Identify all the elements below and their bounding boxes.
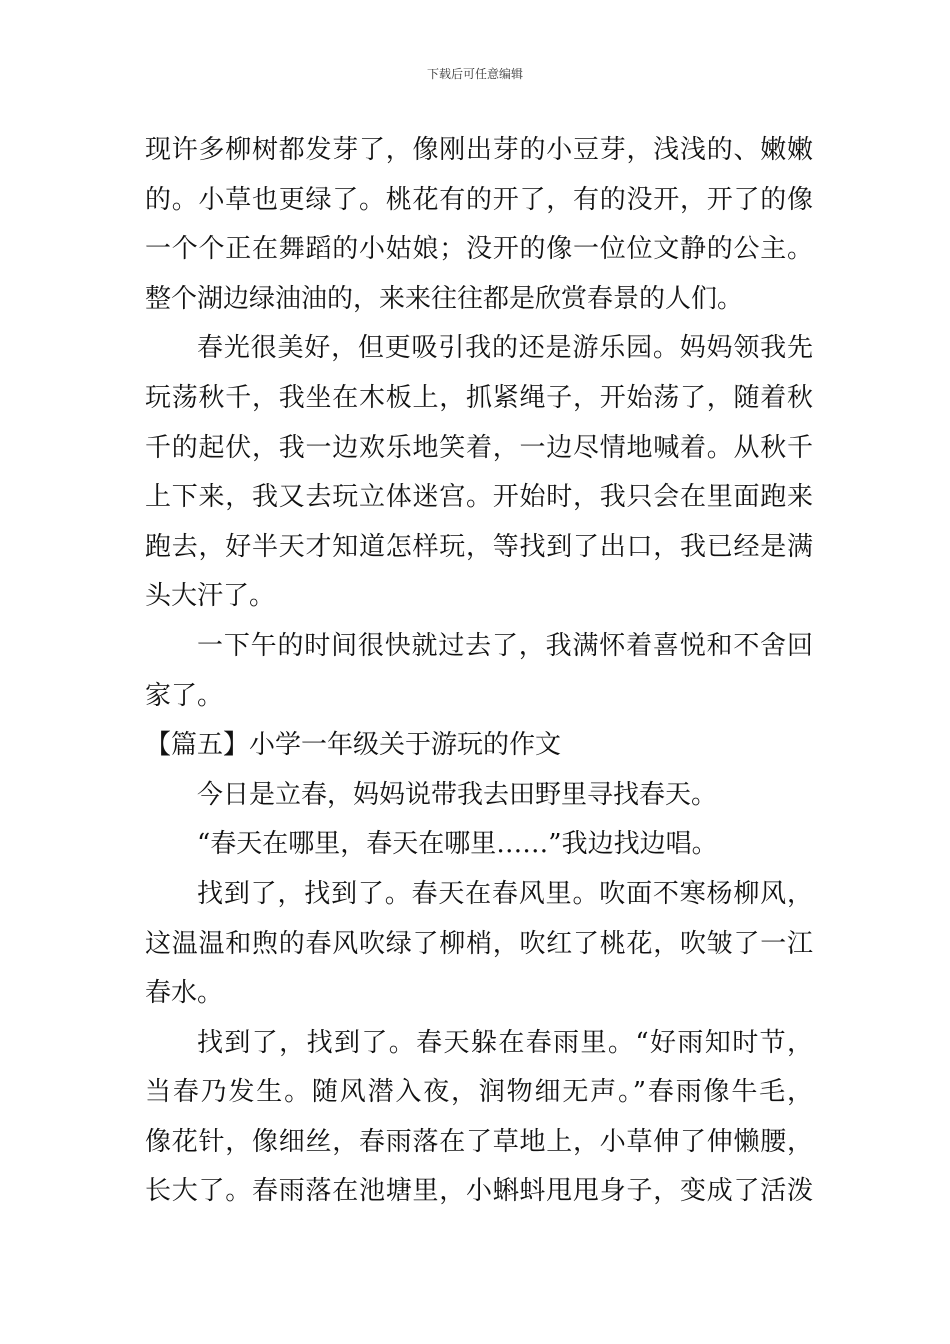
text-line: 跑去，好半天才知道怎样玩，等找到了出口，我已经是满 — [145, 531, 813, 562]
text-line: 找到了，找到了。春天在春风里。吹面不寒杨柳风， — [197, 878, 813, 909]
text-line: 家了。 — [145, 680, 224, 711]
text-line: 的。小草也更绿了。桃花有的开了，有的没开，开了的像 — [145, 184, 813, 215]
text-line: 春光很美好，但更吸引我的还是游乐园。妈妈领我先 — [197, 333, 813, 364]
text-line: 今日是立春，妈妈说带我去田野里寻找春天。 — [197, 779, 718, 810]
text-line: 头大汗了。 — [145, 581, 276, 612]
text-line: 千的起伏，我一边欢乐地笑着，一边尽情地喊着。从秋千 — [145, 432, 813, 463]
text-line: 春水。 — [145, 978, 224, 1009]
text-line: “春天在哪里，春天在哪里……”我边找边唱。 — [197, 829, 718, 860]
text-line: 整个湖边绿油油的，来来往往都是欣赏春景的人们。 — [145, 283, 744, 314]
page-header: 下载后可任意编辑 — [426, 67, 523, 81]
text-line: 一下午的时间很快就过去了，我满怀着喜悦和不舍回 — [197, 630, 813, 661]
section-heading: 【篇五】小学一年级关于游玩的作文 — [145, 730, 562, 761]
text-line: 长大了。春雨落在池塘里，小蝌蚪甩甩身子，变成了活泼 — [145, 1176, 813, 1207]
essay-body — [145, 126, 813, 1217]
text-line: 当春乃发生。随风潜入夜，润物细无声。”春雨像牛毛， — [145, 1077, 813, 1108]
text-line: 像花针，像细丝，春雨落在了草地上，小草伸了伸懒腰， — [145, 1126, 813, 1157]
text-line: 上下来，我又去玩立体迷宫。开始时，我只会在里面跑来 — [145, 482, 813, 513]
text-line: 这温温和煦的春风吹绿了柳梢，吹红了桃花，吹皱了一江 — [145, 928, 813, 959]
text-line: 现许多柳树都发芽了，像刚出芽的小豆芽，浅浅的、嫩嫩 — [145, 135, 813, 165]
text-line: 玩荡秋千，我坐在木板上，抓紧绳子，开始荡了，随着秋 — [145, 382, 813, 413]
text-line: 找到了，找到了。春天躲在春雨里。“好雨知时节， — [197, 1027, 813, 1058]
text-line: 一个个正在舞蹈的小姑娘；没开的像一位位文静的公主。 — [145, 234, 813, 265]
